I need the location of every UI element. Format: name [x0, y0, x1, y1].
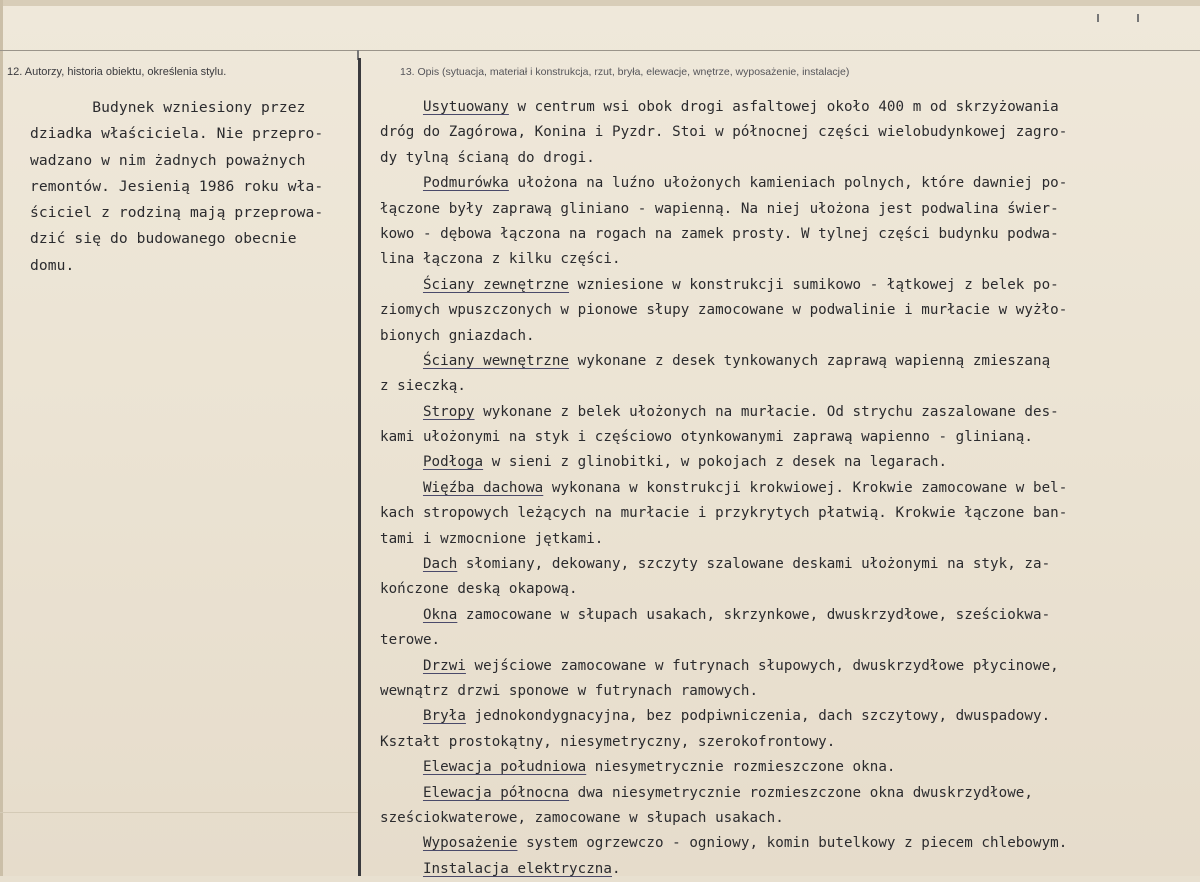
text-line [380, 654, 1067, 679]
section-heading: Ściany wewnętrzne [422, 352, 570, 369]
column-divider [358, 58, 361, 876]
line-text: w sieni z glinobitki, w pokojach z desek na legarach. [483, 454, 948, 471]
text-line [380, 273, 1067, 298]
line-text: lina łączona z kilku części. [380, 251, 621, 268]
text-line [380, 298, 1067, 323]
section-heading: Bryła [422, 708, 466, 725]
text-line [380, 450, 1067, 475]
text-line [380, 552, 1067, 577]
text-line [380, 120, 1067, 145]
section-heading: Instalacja elektryczna [422, 860, 612, 877]
line-text: słomiany, dekowany, szczyty szalowane deskami ułożonymi na styk, za- [457, 556, 1051, 573]
text-line [380, 197, 1067, 222]
section-heading: Okna [422, 606, 458, 623]
line-text: w centrum wsi obok drogi asfaltowej około 400 m od skrzyżowania [508, 99, 1059, 115]
text-line: domu. [30, 256, 75, 274]
text-line: dzić się do budowanego obecnie [30, 230, 297, 248]
line-text: ułożona na luźno ułożonych kamieniach polnych, które dawniej po- [508, 175, 1068, 192]
section-heading: Wyposażenie [422, 835, 518, 852]
text-line [380, 476, 1067, 501]
text-line [380, 374, 1067, 399]
section-heading: Stropy [422, 403, 475, 420]
text-line [380, 400, 1067, 425]
text-line [380, 349, 1067, 374]
text-line [380, 425, 1067, 450]
text-line [380, 730, 1067, 755]
text-line [380, 146, 1067, 171]
line-text: dy tylną ścianą do drogi. [380, 149, 595, 166]
section-heading: Usytuowany [422, 99, 509, 115]
text-line [380, 527, 1067, 552]
text-line [380, 95, 1067, 120]
line-text: wewnątrz drzwi sponowe w futrynach ramowych. [380, 682, 759, 699]
text-line: remontów. Jesienią 1986 roku wła- [30, 177, 324, 195]
line-text: wzniesione w konstrukcji sumikowo - łątkowej z belek po- [569, 276, 1059, 293]
section-heading: Podłoga [422, 454, 484, 471]
text-line: dziadka właściciela. Nie przepro- [30, 125, 324, 143]
section-heading: Elewacja południowa [422, 759, 587, 776]
line-text: jednokondygnacyjna, bez podpiwniczenia, dach szczytowy, dwuspadowy. [465, 708, 1051, 725]
text-line [380, 781, 1067, 806]
line-text: ziomych wpuszczonych w pionowe słupy zamocowane w podwalinie i murłacie w wyżło- [380, 302, 1068, 319]
section-heading: Więźba dachowa [422, 479, 544, 496]
text-line [380, 501, 1067, 526]
line-text: niesymetrycznie rozmieszczone okna. [586, 759, 896, 776]
text-line [380, 247, 1067, 272]
page-fold-line [0, 812, 358, 813]
line-text: tami i wzmocnione jętkami. [380, 530, 604, 547]
section-heading: Elewacja północna [422, 784, 570, 801]
line-text: dwa niesymetrycznie rozmieszczone okna dwuskrzydłowe, [569, 784, 1033, 801]
line-text: . [611, 860, 621, 877]
text-line: Budynek wzniesiony przez [30, 99, 306, 116]
line-text: wykonane z desek tynkowanych zaprawą wapienną zmieszaną [569, 352, 1051, 369]
page-top-edge [0, 0, 1200, 6]
line-text: z sieczką. [380, 378, 466, 395]
text-line [380, 603, 1067, 628]
line-text: bionych gniazdach. [380, 327, 535, 344]
line-text: kach stropowych leżących na murłacie i przykrytych płatwią. Krokwie łączone ban- [380, 505, 1068, 522]
section-13-header: 13. Opis (sytuacja, materiał i konstrukcja, rzut, bryła, elewacje, wnętrze, wyposażenie, instalacje) [400, 66, 850, 78]
line-text: kami ułożonymi na styk i częściowo otynkowanymi zaprawą wapienno - glinianą. [380, 429, 1033, 446]
text-line: ściciel z rodziną mają przeprowa- [30, 204, 324, 222]
page-left-edge [0, 0, 3, 876]
line-text: system ogrzewczo - ogniowy, komin butelkowy z piecem chlebowym. [517, 835, 1068, 852]
text-line [380, 171, 1067, 196]
text-line [380, 704, 1067, 729]
line-text: terowe. [380, 632, 441, 649]
text-line [380, 222, 1067, 247]
form-top-rule [0, 50, 1200, 51]
section-heading: Ściany zewnętrzne [422, 276, 570, 293]
section-heading: Drzwi [422, 657, 466, 674]
line-text: kończone deską okapową. [380, 581, 578, 598]
punch-mark [1137, 14, 1139, 22]
text-line [380, 324, 1067, 349]
text-line [380, 831, 1067, 856]
text-line [380, 755, 1067, 780]
text-line [380, 679, 1067, 704]
section-heading: Podmurówka [422, 175, 509, 192]
text-line [380, 857, 1067, 882]
line-text: sześciokwaterowe, zamocowane w słupach usakach. [380, 809, 784, 826]
line-text: dróg do Zagórowa, Konina i Pyzdr. Stoi w północnej części wielobudynkowej zagro- [380, 124, 1068, 141]
line-text: łączone były zaprawą gliniano - wapienną. Na niej ułożona jest podwalina świer- [380, 200, 1059, 217]
line-text: Kształt prostokątny, niesymetryczny, szerokofrontowy. [380, 733, 836, 750]
section-12-header: 12. Autorzy, historia obiektu, określenia stylu. [7, 66, 227, 78]
history-text [30, 95, 323, 279]
line-text: kowo - dębowa łączona na rogach na zamek prosty. W tylnej części budynku podwa- [380, 225, 1059, 242]
section-heading: Dach [422, 556, 458, 573]
text-line [380, 577, 1067, 602]
line-text: wykonane z belek ułożonych na murłacie. Od strychu zaszalowane des- [474, 403, 1059, 420]
description-text [380, 95, 1067, 882]
line-text: zamocowane w słupach usakach, skrzynkowe, dwuskrzydłowe, sześciokwa- [457, 606, 1051, 623]
text-line: wadzano w nim żadnych poważnych [30, 151, 306, 169]
text-line [380, 628, 1067, 653]
line-text: wejściowe zamocowane w futrynach słupowych, dwuskrzydłowe płycinowe, [465, 657, 1059, 674]
line-text: wykonana w konstrukcji krokwiowej. Krokwie zamocowane w bel- [543, 479, 1068, 496]
punch-mark [1097, 14, 1099, 22]
text-line [380, 806, 1067, 831]
